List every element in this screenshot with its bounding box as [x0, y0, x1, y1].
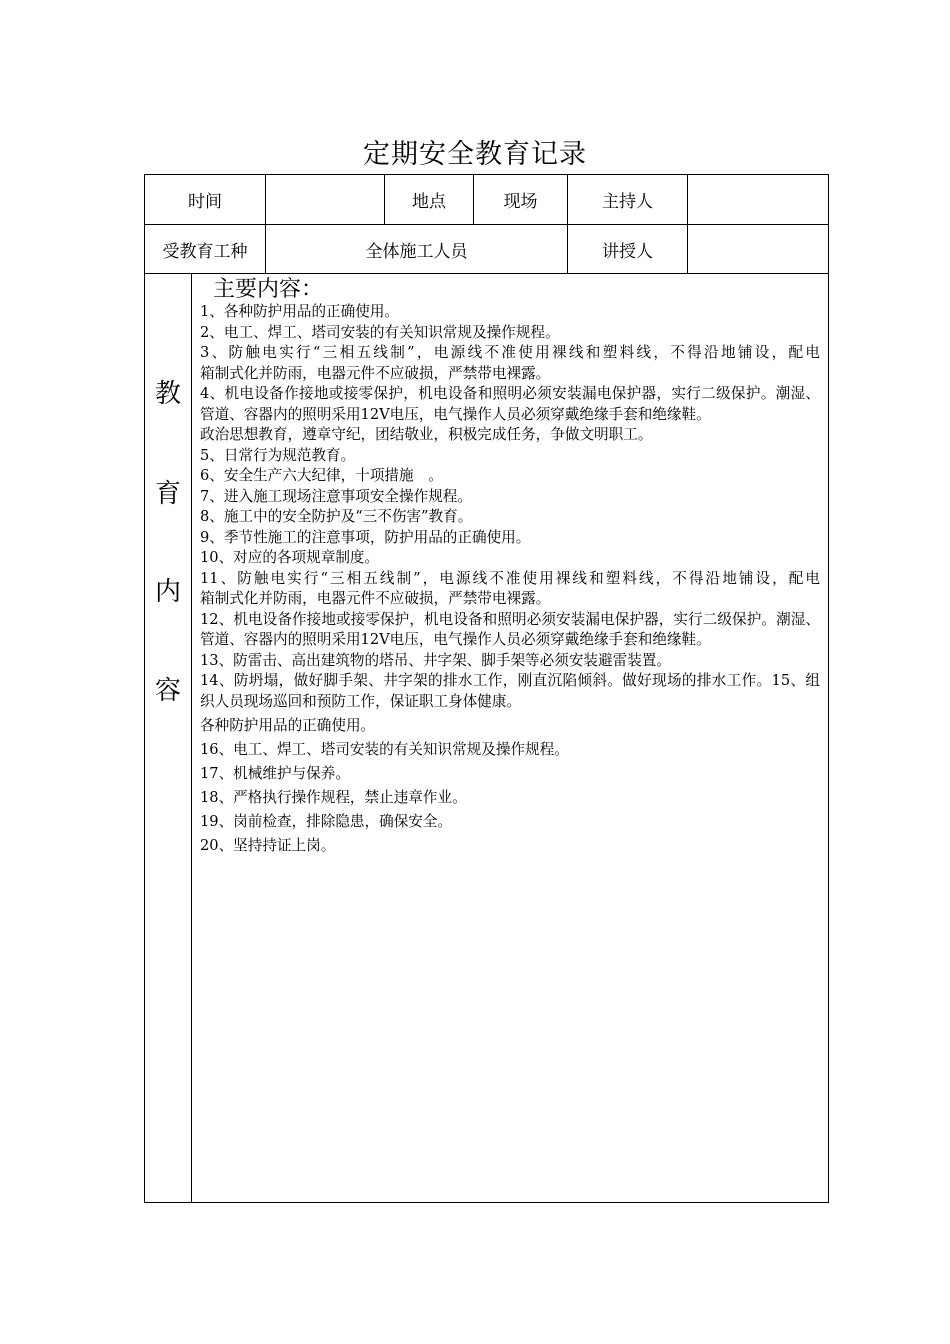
side-char-3: 内	[154, 577, 181, 607]
main-content	[200, 277, 908, 856]
host-value	[688, 175, 828, 224]
time-value	[266, 175, 384, 224]
lecturer-value	[688, 225, 828, 273]
host-label: 主持人	[602, 192, 653, 212]
content-line-5: 政治思想教育，遵章守纪，团结敬业，积极完成任务，争做文明职工。	[200, 426, 653, 443]
content-heading: 主要内容：	[213, 277, 324, 302]
time-label: 时间	[188, 192, 222, 212]
content-divider	[191, 273, 192, 1202]
place-label: 地点	[412, 192, 446, 212]
education-content-label	[145, 273, 191, 1202]
side-char-2: 育	[154, 479, 181, 509]
content-line-11: 10、对应的各项规章制度。	[200, 549, 380, 566]
content-line-12: 11、防触电实行“三相五线制”，电源线不准使用裸线和塑料线，不得沿地铺设，配电 箱制式化并防雨，电器元件不应破损，严禁带电裸露。	[200, 569, 908, 607]
place-value: 现场	[503, 192, 538, 212]
content-line-17: 16、电工、焊工、塔司安装的有关知识常规及操作规程。	[200, 740, 569, 758]
lecturer-label: 讲授人	[602, 241, 653, 262]
content-line-15: 14、防坍塌，做好脚手架、井字架的排水工作，刚直沉陷倾斜。做好现场的排水工作。15、组织人员现场巡回和预防工作，保证职工身体健康。	[200, 672, 820, 710]
content-line-14: 13、防雷击、高出建筑物的塔吊、井字架、脚手架等必须安装避雷装置。	[200, 651, 671, 669]
content-line-13: 12、机电设备作接地或接零保护，机电设备和照明必须安装漏电保护器，实行二级保护。潮湿、管道、容器内的照明采用12V电压，电气操作人员必须穿戴绝缘手套和绝缘鞋。	[200, 610, 820, 648]
content-line-16: 各种防护用品的正确使用。	[200, 716, 376, 734]
side-char-1: 教	[154, 379, 181, 409]
content-line-9: 8、施工中的安全防护及“三不伤害”教育。	[200, 508, 473, 525]
content-line-19: 18、严格执行操作规程，禁止违章作业。	[200, 788, 467, 806]
side-char-4: 容	[154, 676, 181, 706]
trade-value: 全体施工人员	[365, 241, 468, 262]
row-divider-2	[145, 273, 828, 274]
content-line-18: 17、机械维护与保养。	[200, 764, 350, 782]
content-line-10: 9、季节性施工的注意事项，防护用品的正确使用。	[200, 528, 531, 546]
content-line-3: 3、防触电实行“三相五线制”，电源线不准使用裸线和塑料线，不得沿地铺设，配电 箱制式化并防雨，电器元件不应破损，严禁带电裸露。	[200, 344, 908, 382]
content-line-4: 4、机电设备作接地或接零保护，机电设备和照明必须安装漏电保护器，实行二级保护。潮湿、管道、容器内的照明采用12V电压，电气操作人员必须穿戴绝缘手套和绝缘鞋。	[200, 385, 820, 423]
content-line-1: 1、各种防护用品的正确使用。	[200, 303, 400, 320]
content-line-2: 2、电工、焊工、塔司安装的有关知识常规及操作规程。	[200, 323, 560, 341]
page-title: 定期安全教育记录	[363, 139, 587, 170]
trade-label: 受教育工种	[162, 241, 248, 262]
content-line-8: 7、进入施工现场注意事项安全操作规程。	[200, 487, 472, 505]
content-line-20: 19、岗前检查，排除隐患，确保安全。	[200, 812, 453, 830]
content-line-7: 6、安全生产六大纪律，十项措施 。	[200, 467, 443, 484]
content-line-6: 5、日常行为规范教育。	[200, 446, 356, 464]
content-line-21: 20、坚持持证上岗。	[200, 836, 336, 854]
